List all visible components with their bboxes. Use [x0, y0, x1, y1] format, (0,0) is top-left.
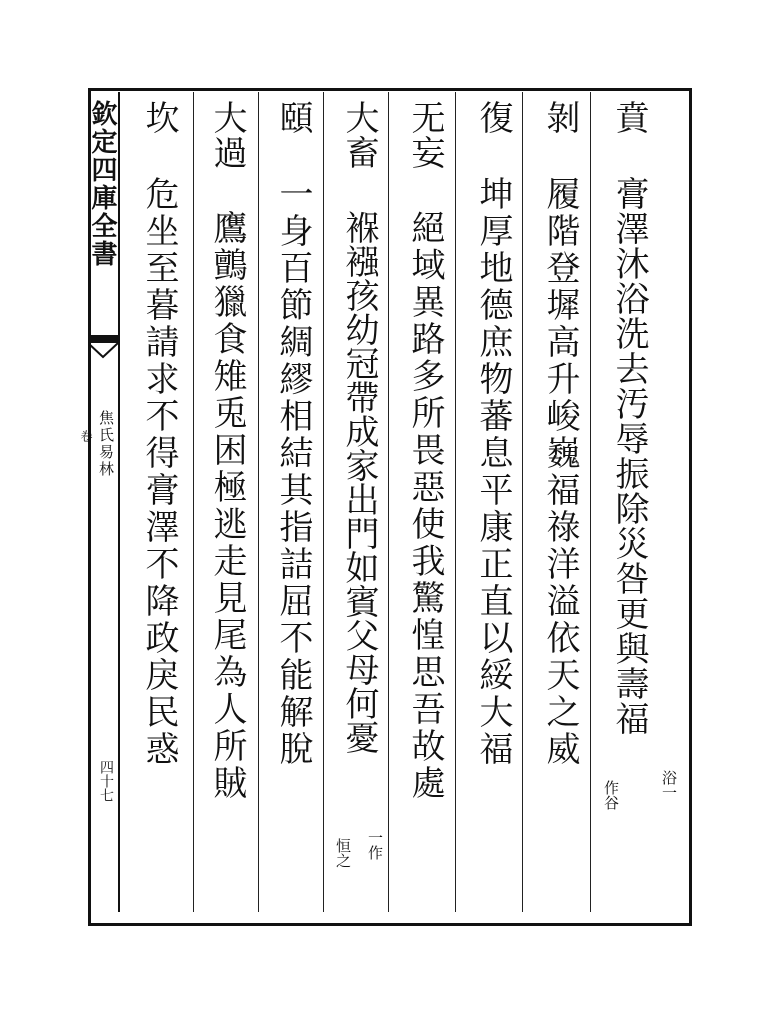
- verse-text: 危坐至暮請求不得膏澤不降政戾民惑: [139, 176, 179, 768]
- hexagram-name: 大過: [207, 100, 247, 170]
- verse-text: 褓襁孩幼冠帶成家出門如賓父母何憂: [339, 210, 379, 754]
- verse-text: 一身百節綢繆相結其指詰屈不能解脫: [273, 176, 313, 768]
- hexagram-name: 賁: [609, 100, 649, 135]
- hexagram-name: 大畜: [339, 100, 379, 170]
- hexagram-name: 剝: [540, 100, 580, 135]
- text-column-bo: [535, 100, 591, 910]
- collection-title: 欽定四庫全書: [87, 100, 117, 268]
- juan-label: 卷: [79, 430, 93, 442]
- text-column-daguo: [202, 100, 258, 910]
- note-line-2: 作谷: [602, 780, 620, 810]
- note-line-1: 浴一: [660, 770, 678, 800]
- fish-tail-mark-icon: [88, 335, 118, 365]
- verse-text: 履階登墀高升峻巍福祿洋溢依天之威: [540, 176, 580, 768]
- verse-text: 坤厚地德庶物蕃息平康正直以綏大福: [473, 176, 513, 768]
- column-rule: [193, 92, 194, 912]
- text-column-yi: [268, 100, 324, 910]
- hexagram-name: 頤: [273, 100, 313, 135]
- verse-text: 膏澤沐浴洗去汚辱振除災咎更與壽福: [609, 176, 649, 736]
- verse-text: 鷹鸇獵食雉兎困極逃走見尾為人所賊: [207, 210, 247, 802]
- page-number: 四十七: [98, 760, 114, 802]
- hexagram-name: 无妄: [405, 100, 445, 170]
- note-line-1: 一作: [366, 830, 384, 860]
- note-line-2: 恒之: [334, 838, 352, 868]
- verse-text: 絕域異路多所畏惡使我驚惶思吾故處: [405, 210, 445, 802]
- text-column-dachu: [334, 100, 390, 910]
- text-column-wuwang: [400, 100, 456, 910]
- column-rule: [258, 92, 259, 912]
- hexagram-name: 復: [473, 100, 513, 135]
- book-title: 焦氏易林: [97, 410, 115, 478]
- hexagram-name: 坎: [139, 100, 179, 135]
- text-column-fu: [468, 100, 524, 910]
- text-column-kan: [134, 100, 190, 910]
